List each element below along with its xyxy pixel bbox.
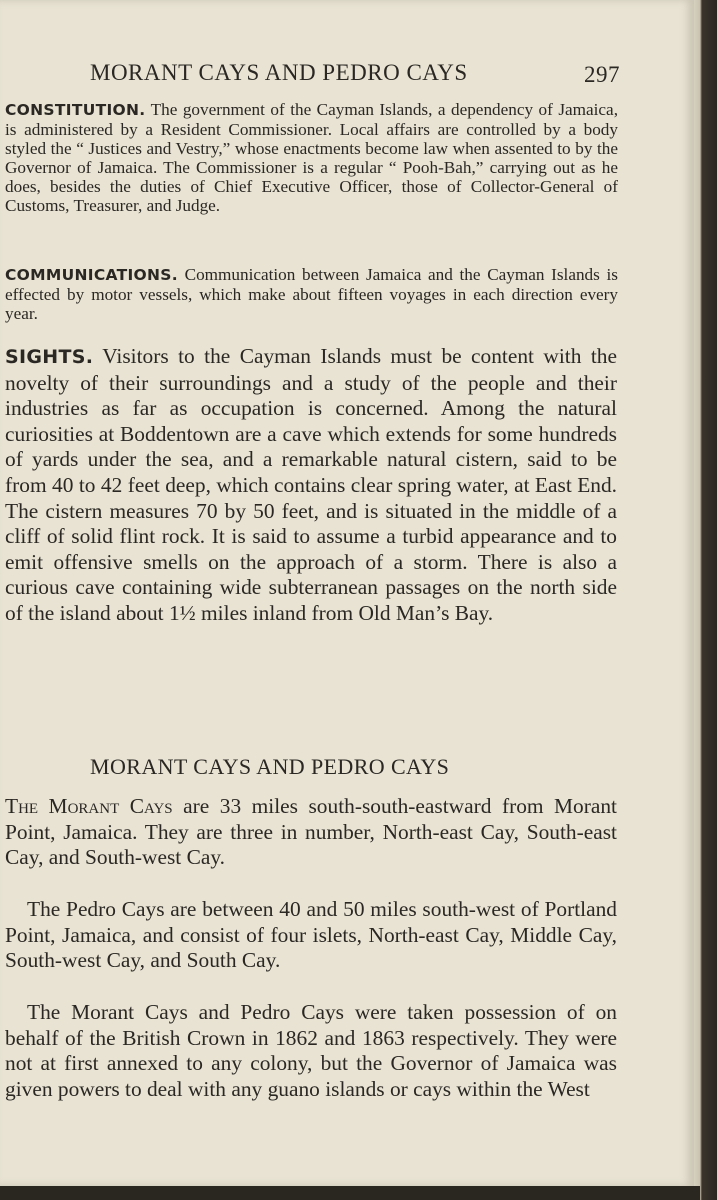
morant-cays-text: are 33 miles south-south-eastward from Morant Point, Jamaica. They are three in number, North-east Cay, South-east Cay, and South-west Cay. <box>5 794 617 870</box>
sights-text: Visitors to the Cayman Islands must be content with the novelty of their surroundings and a study of the people and their industries as far as occupation is concerned. Among the natural curiosities at Boddentown are a cave which extends for some hundreds of yards under the sea, and a remarkable natural cistern, said to be from 40 to 42 feet deep, which contains clear spring water, at East End. The cistern measures 70 by 50 feet, and is situated in the middle of a cliff of solid flint rock. It is said to assume a turbid appearance and to emit offensive smells on the approach of a storm. There is also a curious cave containing wide subterranean passages on the north side of the island about 1½ miles inland from Old Man’s Bay. <box>5 344 617 625</box>
page-bottom-edge <box>0 1186 700 1200</box>
communications-text: Communication between Jamaica and the Cayman Islands is effected by motor vessels, which make about fifteen voyages in each direction every year. <box>5 265 618 324</box>
page-edge <box>694 0 717 1200</box>
morant-cays-lead: The Morant Cays <box>5 794 173 818</box>
morant-cays-paragraph <box>5 794 617 871</box>
running-head <box>90 60 620 90</box>
constitution-paragraph <box>5 100 618 216</box>
communications-heading: COMMUNICATIONS. <box>5 266 178 284</box>
sights-paragraph <box>5 344 617 627</box>
pedro-cays-paragraph <box>5 897 617 974</box>
constitution-heading: CONSTITUTION. <box>5 101 146 119</box>
sights-heading: SIGHTS. <box>5 346 94 368</box>
running-head-title: MORANT CAYS AND PEDRO CAYS <box>90 60 468 85</box>
section-title: MORANT CAYS AND PEDRO CAYS <box>90 754 450 779</box>
page-number: 297 <box>584 62 620 87</box>
pedro-cays-text: The Pedro Cays are between 40 and 50 miles south-west of Portland Point, Jamaica, and consist of four islets, North-east Cay, Middle Cay, South-west Cay, and South Cay. <box>5 897 617 973</box>
possession-paragraph <box>5 1000 617 1102</box>
communications-paragraph <box>5 265 618 323</box>
possession-text: The Morant Cays and Pedro Cays were taken possession of on behalf of the British Crown in 1862 and 1863 respectively. They were not at first annexed to any colony, but the Governor of Jamaica was given powers to deal with any guano islands or cays within the West <box>5 1000 617 1101</box>
constitution-text: The government of the Cayman Islands, a dependency of Jamaica, is administered by a Resident Commissioner. Local affairs are controlled by a body styled the “ Justices and Vestry,” whose enactments become law when assented to by the Governor of Jamaica. The Commissioner is a regular “ Pooh-Bah,” carrying out as he does, besides the duties of Chief Executive Officer, those of Collector-General of Customs, Treasurer, and Judge. <box>5 100 618 216</box>
